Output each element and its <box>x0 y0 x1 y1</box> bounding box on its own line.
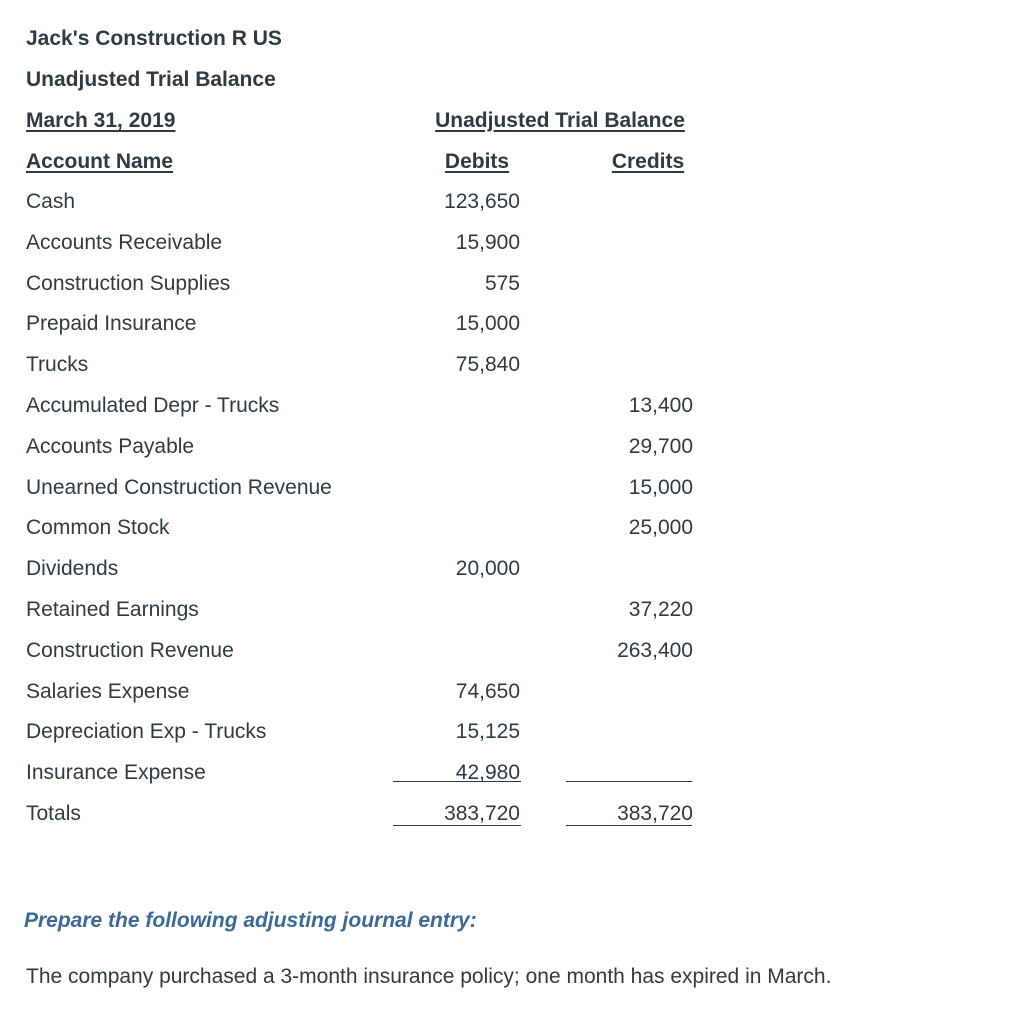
credit-amount: 29,700 <box>628 435 693 458</box>
credit-subtotal-rule <box>566 781 692 782</box>
debit-subtotal-rule <box>393 781 521 782</box>
account-name: Retained Earnings <box>26 598 199 621</box>
account-name: Accounts Payable <box>26 435 195 458</box>
debit-amount: 15,000 <box>455 312 520 335</box>
debit-amount: 575 <box>484 272 520 295</box>
debit-amount: 42,980 <box>455 761 520 784</box>
column-header-credits: Credits <box>611 150 685 173</box>
account-name: Cash <box>26 190 76 213</box>
instruction-text: Prepare the following adjusting journal entry: <box>24 909 477 932</box>
debit-amount: 15,125 <box>455 720 520 743</box>
account-name: Insurance Expense <box>26 761 206 784</box>
account-name: Common Stock <box>26 516 170 539</box>
column-header-debits: Debits <box>444 150 510 173</box>
debit-amount: 75,840 <box>455 353 520 376</box>
account-name: Dividends <box>26 557 119 580</box>
account-name: Prepaid Insurance <box>26 312 197 335</box>
scenario-text: The company purchased a 3-month insurance policy; one month has expired in March. <box>26 965 832 988</box>
column-header-account: Account Name <box>26 150 174 173</box>
totals-label: Totals <box>26 802 81 825</box>
credit-amount: 15,000 <box>628 476 693 499</box>
account-name: Construction Revenue <box>26 639 234 662</box>
credit-amount: 13,400 <box>628 394 693 417</box>
debit-amount: 74,650 <box>455 680 520 703</box>
account-name: Salaries Expense <box>26 680 190 703</box>
report-title: Unadjusted Trial Balance <box>26 68 276 91</box>
account-name: Accounts Receivable <box>26 231 223 254</box>
account-name: Unearned Construction Revenue <box>26 476 332 499</box>
totals-debit: 383,720 <box>444 802 520 825</box>
credit-amount: 25,000 <box>628 516 693 539</box>
account-name: Accumulated Depr - Trucks <box>26 394 280 417</box>
account-name: Depreciation Exp - Trucks <box>26 720 267 743</box>
report-date: March 31, 2019 <box>26 109 176 132</box>
totals-credit: 383,720 <box>617 802 693 825</box>
group-header: Unadjusted Trial Balance <box>435 109 685 132</box>
credit-amount: 37,220 <box>628 598 693 621</box>
company-name: Jack's Construction R US <box>26 27 282 50</box>
account-name: Trucks <box>26 353 89 376</box>
credit-amount: 263,400 <box>617 639 693 662</box>
account-name: Construction Supplies <box>26 272 231 295</box>
debit-amount: 20,000 <box>455 557 520 580</box>
debit-amount: 15,900 <box>455 231 520 254</box>
debit-amount: 123,650 <box>444 190 520 213</box>
